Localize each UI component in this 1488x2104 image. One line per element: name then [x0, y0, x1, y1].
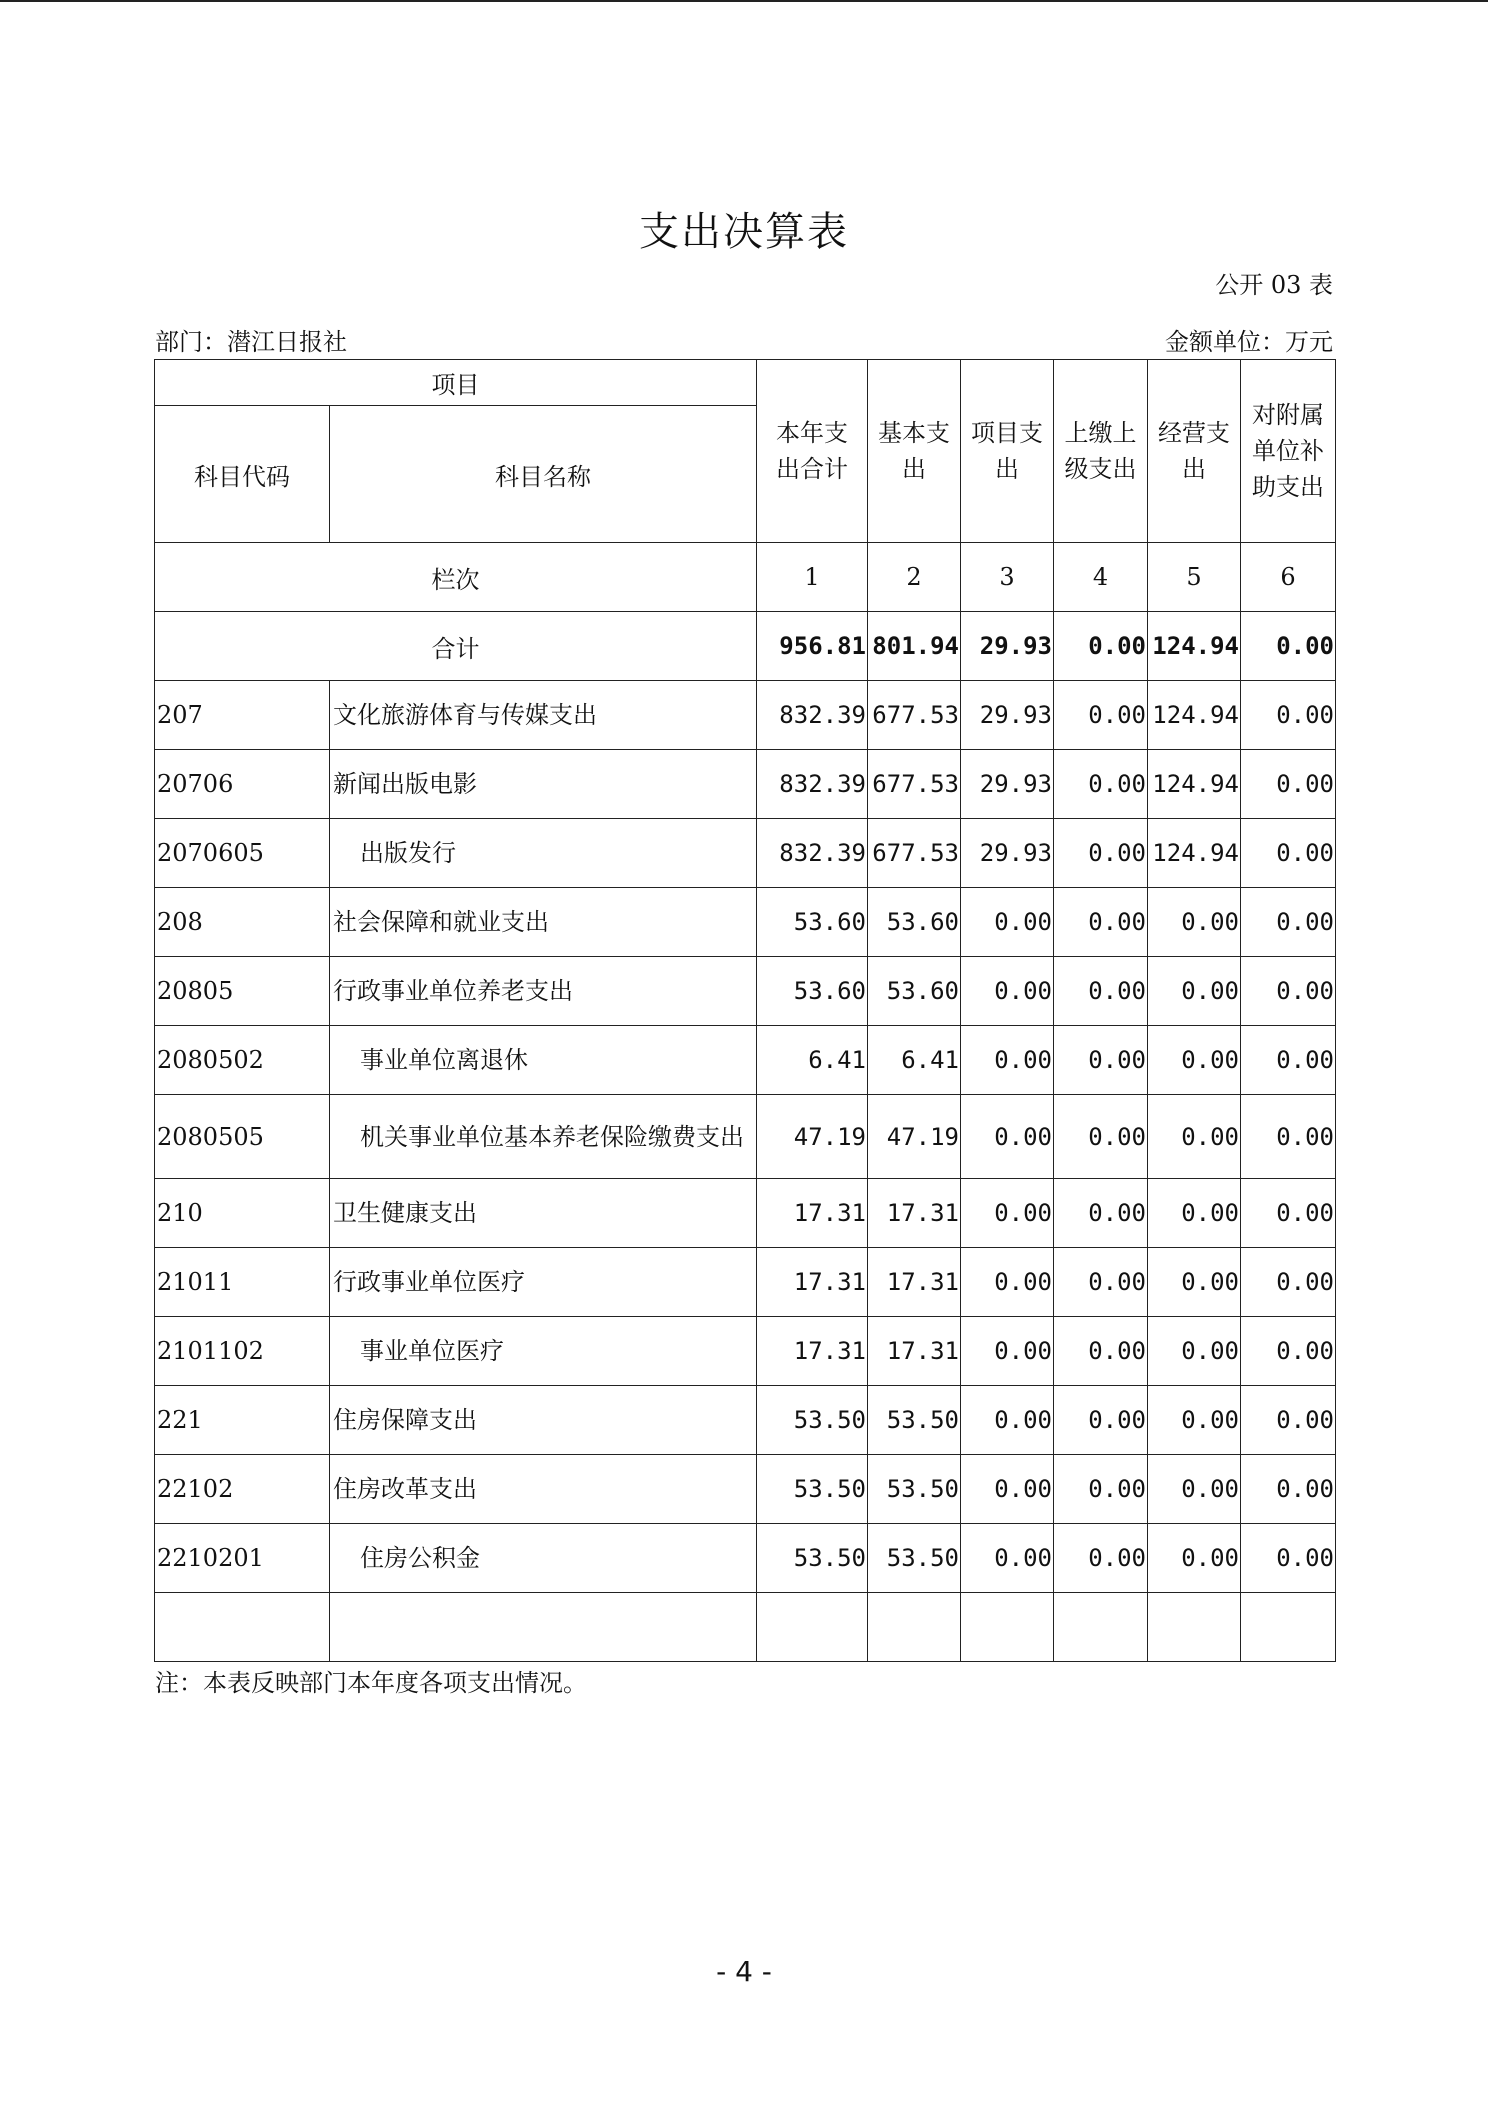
- row-name: 行政事业单位医疗: [330, 1248, 757, 1317]
- row-value: 0.00: [1054, 957, 1148, 1026]
- row-value: 0.00: [1241, 1179, 1336, 1248]
- row-name: 新闻出版电影: [330, 750, 757, 819]
- table-row: [155, 1455, 1336, 1524]
- row-value: 0.00: [961, 888, 1054, 957]
- total-value: 801.94: [868, 612, 961, 681]
- row-value: 0.00: [1241, 1248, 1336, 1317]
- empty-cell: [1148, 1593, 1241, 1662]
- index-cell: 4: [1054, 543, 1148, 612]
- row-code: 221: [155, 1386, 330, 1455]
- row-value: 17.31: [868, 1248, 961, 1317]
- row-code: 207: [155, 681, 330, 750]
- empty-cell: [155, 1593, 330, 1662]
- table-note: 注：本表反映部门本年度各项支出情况。: [155, 1669, 587, 1697]
- header-code: 科目代码: [155, 406, 330, 543]
- row-value: 0.00: [1241, 957, 1336, 1026]
- row-name: 住房改革支出: [330, 1455, 757, 1524]
- empty-cell: [1054, 1593, 1148, 1662]
- row-name: 社会保障和就业支出: [330, 888, 757, 957]
- row-value: 17.31: [868, 1317, 961, 1386]
- row-name: 事业单位医疗: [330, 1317, 757, 1386]
- row-value: 17.31: [868, 1179, 961, 1248]
- row-value: 0.00: [1054, 681, 1148, 750]
- row-value: 17.31: [757, 1248, 868, 1317]
- row-value: 0.00: [1148, 957, 1241, 1026]
- row-value: 47.19: [757, 1095, 868, 1179]
- table-row: [155, 1317, 1336, 1386]
- row-value: 0.00: [1241, 750, 1336, 819]
- row-value: 832.39: [757, 750, 868, 819]
- row-name: 出版发行: [330, 819, 757, 888]
- row-code: 210: [155, 1179, 330, 1248]
- row-value: 0.00: [1148, 1455, 1241, 1524]
- row-value: 0.00: [961, 957, 1054, 1026]
- row-value: 0.00: [961, 1248, 1054, 1317]
- row-value: 0.00: [961, 1026, 1054, 1095]
- table-row: [155, 819, 1336, 888]
- row-value: 0.00: [961, 1455, 1054, 1524]
- index-cell: 3: [961, 543, 1054, 612]
- row-value: 0.00: [1054, 1524, 1148, 1593]
- page-title: 支出决算表: [639, 209, 849, 255]
- row-value: 0.00: [1148, 1179, 1241, 1248]
- table-row: [155, 1026, 1336, 1095]
- row-value: 53.60: [757, 957, 868, 1026]
- row-name: 机关事业单位基本养老保险缴费支出: [330, 1095, 757, 1179]
- row-value: 0.00: [961, 1095, 1054, 1179]
- row-value: 0.00: [1148, 1026, 1241, 1095]
- header-col-subsidy: 对附属 单位补 助支出: [1241, 360, 1336, 543]
- row-value: 0.00: [961, 1386, 1054, 1455]
- row-value: 53.50: [757, 1455, 868, 1524]
- table-row: [155, 888, 1336, 957]
- row-value: 53.50: [868, 1524, 961, 1593]
- row-value: 53.50: [757, 1386, 868, 1455]
- row-value: 53.50: [757, 1524, 868, 1593]
- index-row: [155, 543, 1336, 612]
- row-value: 29.93: [961, 819, 1054, 888]
- expenditure-table: [154, 359, 1336, 1662]
- empty-row: [155, 1593, 1336, 1662]
- row-code: 20706: [155, 750, 330, 819]
- row-value: 0.00: [1241, 1524, 1336, 1593]
- header-col-upper: 上缴上 级支出: [1054, 360, 1148, 543]
- row-value: 124.94: [1148, 750, 1241, 819]
- row-code: 2101102: [155, 1317, 330, 1386]
- empty-cell: [868, 1593, 961, 1662]
- row-value: 53.60: [868, 888, 961, 957]
- table-row: [155, 750, 1336, 819]
- row-value: 53.60: [868, 957, 961, 1026]
- total-value: 956.81: [757, 612, 868, 681]
- header-col-business: 经营支 出: [1148, 360, 1241, 543]
- row-value: 0.00: [1054, 1095, 1148, 1179]
- row-value: 0.00: [1148, 888, 1241, 957]
- row-value: 124.94: [1148, 819, 1241, 888]
- row-code: 2210201: [155, 1524, 330, 1593]
- index-cell: 2: [868, 543, 961, 612]
- row-value: 832.39: [757, 681, 868, 750]
- row-value: 0.00: [1054, 819, 1148, 888]
- row-value: 0.00: [1241, 1095, 1336, 1179]
- total-value: 29.93: [961, 612, 1054, 681]
- row-value: 6.41: [868, 1026, 961, 1095]
- row-value: 17.31: [757, 1179, 868, 1248]
- header-col-project: 项目支 出: [961, 360, 1054, 543]
- row-value: 0.00: [1241, 1026, 1336, 1095]
- table-row: [155, 957, 1336, 1026]
- total-label: 合计: [155, 612, 757, 681]
- row-code: 2070605: [155, 819, 330, 888]
- row-value: 0.00: [1054, 888, 1148, 957]
- table-row: [155, 1524, 1336, 1593]
- row-value: 53.50: [868, 1455, 961, 1524]
- header-col-total: 本年支 出合计: [757, 360, 868, 543]
- total-row: [155, 612, 1336, 681]
- row-value: 124.94: [1148, 681, 1241, 750]
- row-value: 677.53: [868, 681, 961, 750]
- table-row: [155, 1179, 1336, 1248]
- row-name: 文化旅游体育与传媒支出: [330, 681, 757, 750]
- row-value: 0.00: [1054, 1248, 1148, 1317]
- header-col-basic: 基本支 出: [868, 360, 961, 543]
- row-value: 29.93: [961, 681, 1054, 750]
- row-code: 2080505: [155, 1095, 330, 1179]
- page-number: - 4 -: [716, 1955, 772, 1988]
- row-value: 0.00: [1241, 819, 1336, 888]
- row-value: 0.00: [1241, 1455, 1336, 1524]
- table-row: [155, 1248, 1336, 1317]
- department-label: 部门：潜江日报社: [155, 328, 347, 356]
- empty-cell: [961, 1593, 1054, 1662]
- table-row: [155, 681, 1336, 750]
- row-name: 住房公积金: [330, 1524, 757, 1593]
- table-number: 公开 03 表: [1215, 271, 1333, 299]
- row-value: 677.53: [868, 819, 961, 888]
- row-value: 0.00: [1241, 681, 1336, 750]
- row-code: 2080502: [155, 1026, 330, 1095]
- row-name: 事业单位离退休: [330, 1026, 757, 1095]
- row-value: 6.41: [757, 1026, 868, 1095]
- row-value: 0.00: [1148, 1524, 1241, 1593]
- row-value: 0.00: [961, 1179, 1054, 1248]
- row-value: 0.00: [1241, 1386, 1336, 1455]
- header-project: 项目: [155, 360, 757, 406]
- row-code: 21011: [155, 1248, 330, 1317]
- row-code: 20805: [155, 957, 330, 1026]
- row-value: 0.00: [1054, 1317, 1148, 1386]
- row-value: 0.00: [1148, 1095, 1241, 1179]
- row-value: 17.31: [757, 1317, 868, 1386]
- table-row: [155, 1095, 1336, 1179]
- row-value: 53.60: [757, 888, 868, 957]
- row-value: 0.00: [1148, 1317, 1241, 1386]
- empty-cell: [330, 1593, 757, 1662]
- header-name: 科目名称: [330, 406, 757, 543]
- row-code: 208: [155, 888, 330, 957]
- row-value: 0.00: [1241, 888, 1336, 957]
- row-value: 0.00: [1054, 1455, 1148, 1524]
- row-value: 832.39: [757, 819, 868, 888]
- amount-unit-label: 金额单位：万元: [1165, 328, 1333, 356]
- row-value: 0.00: [1054, 1026, 1148, 1095]
- total-value: 0.00: [1241, 612, 1336, 681]
- row-value: 677.53: [868, 750, 961, 819]
- row-value: 47.19: [868, 1095, 961, 1179]
- header-row-1: [155, 360, 1336, 406]
- row-name: 住房保障支出: [330, 1386, 757, 1455]
- index-label: 栏次: [155, 543, 757, 612]
- row-value: 0.00: [1148, 1386, 1241, 1455]
- row-value: 0.00: [1054, 1179, 1148, 1248]
- row-name: 行政事业单位养老支出: [330, 957, 757, 1026]
- total-value: 0.00: [1054, 612, 1148, 681]
- row-name: 卫生健康支出: [330, 1179, 757, 1248]
- row-value: 29.93: [961, 750, 1054, 819]
- row-value: 0.00: [961, 1524, 1054, 1593]
- page-top-border: [0, 0, 1488, 2]
- total-value: 124.94: [1148, 612, 1241, 681]
- row-value: 0.00: [1054, 750, 1148, 819]
- row-value: 0.00: [961, 1317, 1054, 1386]
- table-row: [155, 1386, 1336, 1455]
- row-value: 0.00: [1241, 1317, 1336, 1386]
- index-cell: 5: [1148, 543, 1241, 612]
- index-cell: 6: [1241, 543, 1336, 612]
- row-value: 0.00: [1054, 1386, 1148, 1455]
- empty-cell: [757, 1593, 868, 1662]
- row-value: 53.50: [868, 1386, 961, 1455]
- empty-cell: [1241, 1593, 1336, 1662]
- index-cell: 1: [757, 543, 868, 612]
- row-value: 0.00: [1148, 1248, 1241, 1317]
- row-code: 22102: [155, 1455, 330, 1524]
